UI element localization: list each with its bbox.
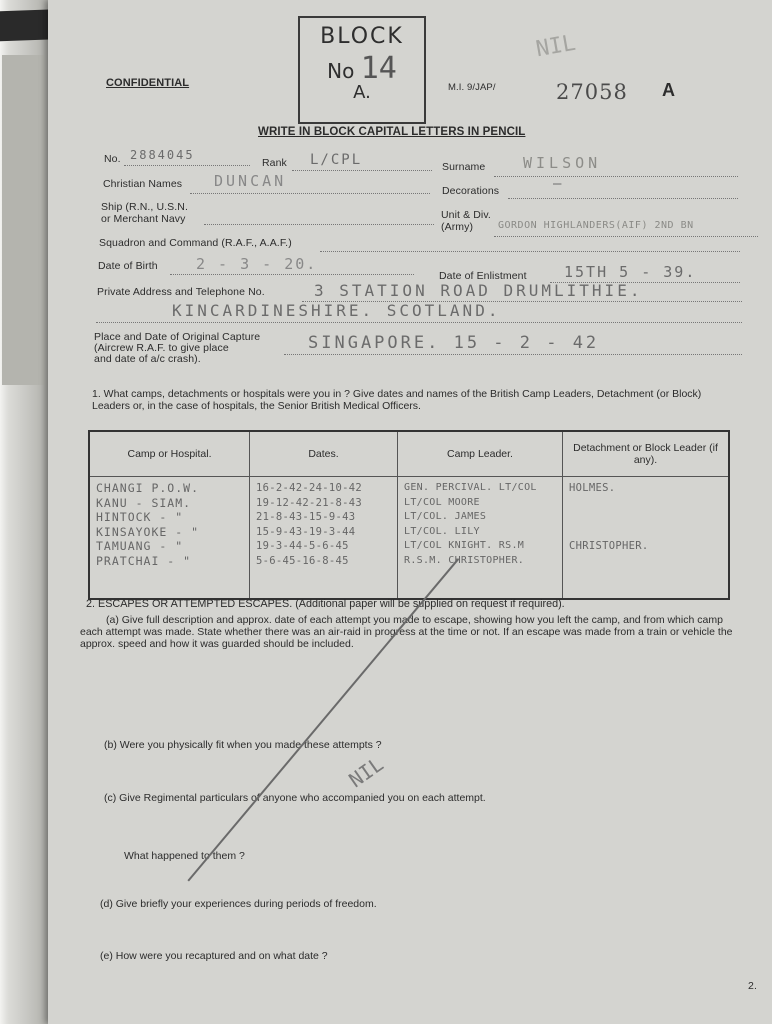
serial-suffix: A xyxy=(662,80,675,100)
capture-value: SINGAPORE. 15 - 2 - 42 xyxy=(308,333,600,353)
ship-label-line2: or Merchant Navy xyxy=(101,213,186,225)
table-cell xyxy=(569,496,724,511)
confidential-label: CONFIDENTIAL xyxy=(106,77,190,89)
table-cell: 16-2-42-24-10-42 xyxy=(256,482,362,494)
table-cell: R.S.M. CHRISTOPHER. xyxy=(404,554,525,566)
ship-dotted-line xyxy=(204,224,434,225)
stamp-letter: A. xyxy=(353,82,371,103)
leader-column xyxy=(398,477,563,600)
christian-names-value: DUNCAN xyxy=(214,172,287,190)
table-cell: TAMUANG - " xyxy=(96,539,184,553)
dob-dotted-line xyxy=(170,274,414,275)
dob-value: 2 - 3 - 20. xyxy=(196,255,318,273)
table-cell: GEN. PERCIVAL. LT/COL xyxy=(404,482,537,493)
table-cell: 21-8-43-15-9-43 xyxy=(256,511,356,523)
table-cell: HINTOCK - " xyxy=(96,510,184,524)
decorations-value: — xyxy=(553,176,564,192)
capture-label xyxy=(94,332,260,365)
rank-dotted-line xyxy=(292,170,432,171)
mi9-reference: M.I. 9/JAP/ xyxy=(448,82,496,93)
serial-number: 27058 xyxy=(556,80,628,104)
capture-dotted-line xyxy=(284,354,742,355)
unit-label-line1: Unit & Div. xyxy=(441,209,491,221)
table-cell: HOLMES. xyxy=(569,482,616,494)
no-value: 2884045 xyxy=(130,148,195,162)
rank-value: L/CPL xyxy=(310,152,363,168)
question-1-text: 1. What camps, detachments or hospitals were you in ? Give dates and names of the British Camp Leaders, Detachment (or Block) Leaders or, in the case of hospitals, the Senior British Medical Officers. xyxy=(92,388,702,412)
header-camp-leader: Camp Leader. xyxy=(398,431,563,477)
nil-annotation-top: NIL xyxy=(534,30,578,63)
christian-dotted-line xyxy=(190,193,430,194)
address-line1: 3 STATION ROAD DRUMLITHIE. xyxy=(314,281,643,300)
table-cell xyxy=(569,525,724,540)
no-label: No. xyxy=(104,153,121,165)
underlying-sheet xyxy=(2,55,46,385)
table-cell: 5-6-45-16-8-45 xyxy=(256,554,349,567)
squadron-label: Squadron and Command (R.A.F., A.A.F.) xyxy=(99,237,292,249)
capture-label-line2: (Aircrew R.A.F. to give place xyxy=(94,342,229,354)
question-2c-followup: What happened to them ? xyxy=(124,850,245,862)
surname-label: Surname xyxy=(442,161,486,173)
header-camp: Camp or Hospital. xyxy=(89,431,250,477)
surname-dotted-line xyxy=(494,176,738,177)
capture-label-line3: and date of a/c crash). xyxy=(94,353,201,365)
christian-names-label: Christian Names xyxy=(103,178,183,190)
unit-label-line2: (Army) xyxy=(441,221,474,233)
question-2c: (c) Give Regimental particulars of anyone who accompanied you on each attempt. xyxy=(104,792,486,804)
question-2-heading: 2. ESCAPES OR ATTEMPTED ESCAPES. (Additional paper will be supplied on request if required). xyxy=(86,598,565,610)
stamp-block-label: BLOCK xyxy=(320,24,404,49)
table-cell: LT/COL KNIGHT. RS.M xyxy=(404,540,525,551)
camps-table-body xyxy=(89,477,729,600)
unit-label xyxy=(441,209,491,233)
stamp-number xyxy=(300,51,424,86)
stamp-no-value: 14 xyxy=(360,51,397,86)
page-marker: 2. xyxy=(748,980,757,992)
dob-label: Date of Birth xyxy=(98,260,158,272)
camps-table-header xyxy=(89,431,729,477)
table-cell: 15-9-43-19-3-44 xyxy=(256,525,356,538)
capture-label-line1: Place and Date of Original Capture xyxy=(94,331,261,343)
address-label: Private Address and Telephone No. xyxy=(97,286,265,298)
block-stamp xyxy=(298,16,426,124)
table-cell xyxy=(569,510,724,525)
table-cell: CHANGI P.O.W. xyxy=(96,481,200,495)
question-2d: (d) Give briefly your experiences during periods of freedom. xyxy=(100,898,377,910)
question-2a: (a) Give full description and approx. date of each attempt you made to escape, showing how you left the camp, and from which camp each attempt was made. State whether there was an air-raid in progress at the time or not. If an escape was made from a train or vehicle the approx. speed and how it was guarded should be included. xyxy=(80,614,733,650)
question-2e: (e) How were you recaptured and on what date ? xyxy=(100,950,328,962)
block-capitals-instruction: WRITE IN BLOCK CAPITAL LETTERS IN PENCIL xyxy=(258,126,526,138)
no-dotted-line xyxy=(124,165,250,166)
camp-column xyxy=(89,477,250,600)
address-line2: KINCARDINESHIRE. SCOTLAND. xyxy=(172,301,501,320)
unit-value: GORDON HIGHLANDERS(AIF) 2ND BN xyxy=(498,220,694,231)
table-cell: KINSAYOKE - " xyxy=(96,524,200,539)
table-cell: LT/COL. JAMES xyxy=(404,511,487,522)
table-cell: 19-12-42-21-8-43 xyxy=(256,496,362,509)
table-cell: PRATCHAI - " xyxy=(96,553,192,568)
rank-label: Rank xyxy=(262,157,287,169)
ship-label xyxy=(101,201,188,225)
decorations-label: Decorations xyxy=(442,185,500,197)
camps-table xyxy=(88,430,730,600)
table-cell: LT/COL MOORE xyxy=(404,496,480,508)
unit-dotted-line xyxy=(494,236,758,237)
document-page xyxy=(48,0,772,1024)
table-cell: CHRISTOPHER. xyxy=(569,540,649,552)
header-dates: Dates. xyxy=(250,431,398,477)
surname-value: WILSON xyxy=(523,154,602,172)
squadron-dotted-line xyxy=(320,251,740,252)
header-detachment-leader: Detachment or Block Leader (if any). xyxy=(563,431,730,477)
detachment-column xyxy=(563,477,730,600)
ship-label-line1: Ship (R.N., U.S.N. xyxy=(101,201,188,213)
dates-column xyxy=(250,477,398,600)
table-cell: KANU - SIAM. xyxy=(96,495,192,510)
table-cell: 19-3-44-5-6-45 xyxy=(256,540,349,552)
table-cell: LT/COL. LILY xyxy=(404,525,480,537)
enlistment-value: 15TH 5 - 39. xyxy=(564,263,697,281)
stamp-no-label: No xyxy=(327,59,355,83)
nil-annotation: NIL xyxy=(344,751,388,793)
address-dotted-line-2 xyxy=(96,322,742,323)
question-2b: (b) Were you physically fit when you made these attempts ? xyxy=(104,739,382,751)
enlistment-label: Date of Enlistment xyxy=(439,270,527,282)
decorations-dotted-line xyxy=(508,198,738,199)
